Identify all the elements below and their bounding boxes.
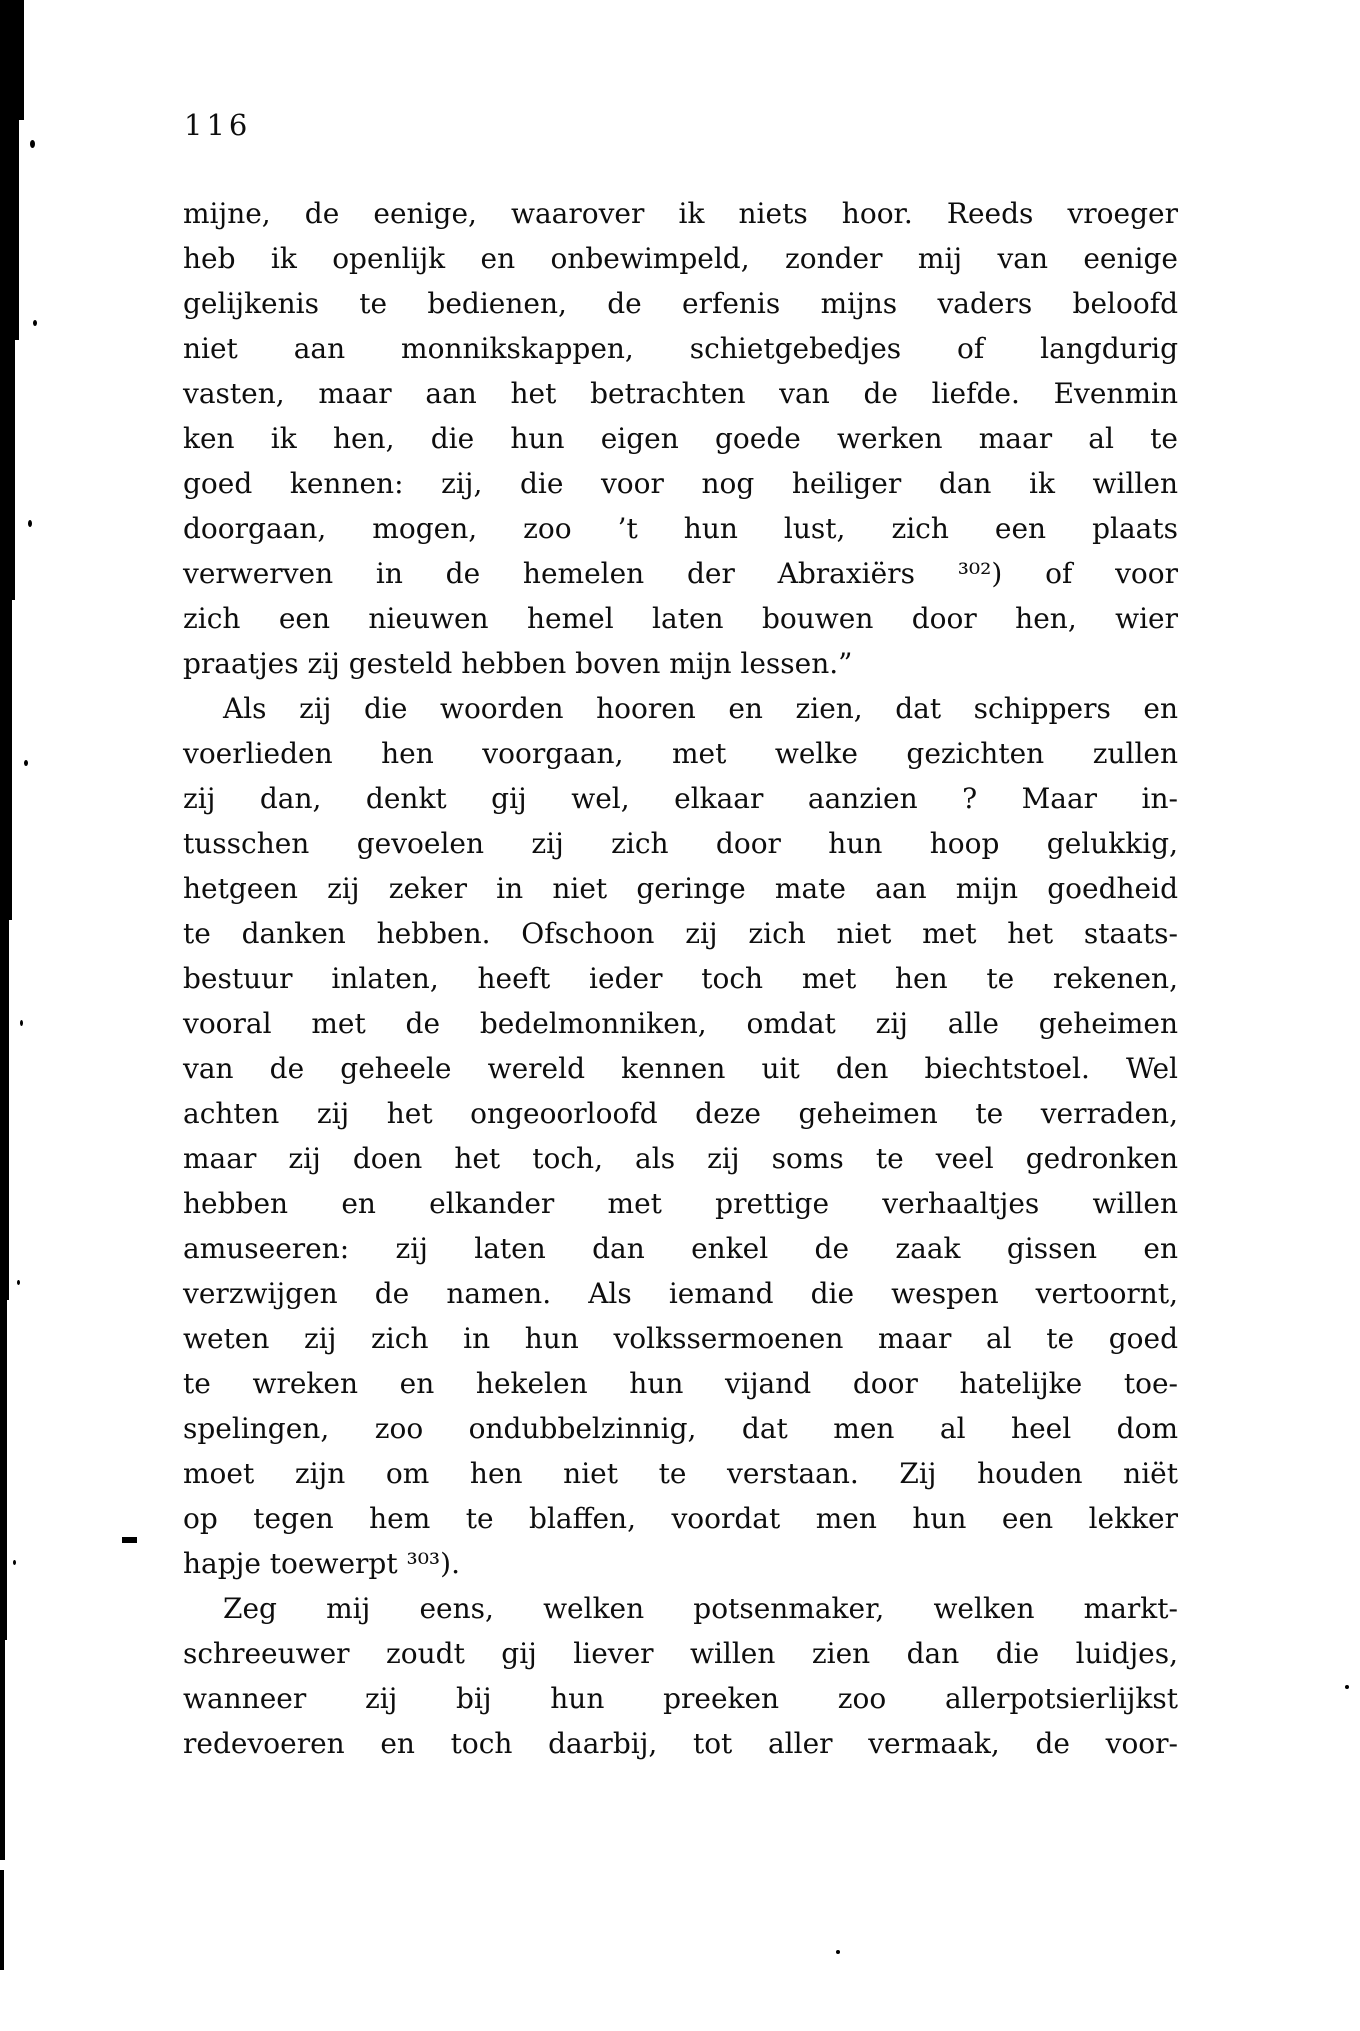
text-line: spelingen, zoo ondubbelzinnig, dat men al heel dom — [183, 1412, 1178, 1445]
binding-shadow — [0, 340, 15, 600]
text-line: doorgaan, mogen, zoo ’t hun lust, zich een plaats — [183, 512, 1178, 545]
ink-speckle — [1345, 1685, 1349, 1689]
binding-shadow — [0, 1300, 7, 1640]
text-line: achten zij het ongeoorloofd deze geheimen te verraden, — [183, 1097, 1178, 1130]
binding-shadow — [0, 120, 19, 340]
margin-dash-mark — [122, 1537, 137, 1543]
binding-shadow — [0, 1640, 5, 1860]
text-line: wanneer zij bij hun preeken zoo allerpotsierlijkst — [183, 1682, 1178, 1715]
text-line: tusschen gevoelen zij zich door hun hoop gelukkig, — [183, 827, 1178, 860]
text-line: Als zij die woorden hooren en zien, dat schippers en — [223, 692, 1178, 725]
text-line: verzwijgen de namen. Als iemand die wespen vertoornt, — [183, 1277, 1178, 1310]
text-line: praatjes zij gesteld hebben boven mijn lessen.” — [183, 647, 853, 680]
text-line: zij dan, denkt gij wel, elkaar aanzien ? Maar in- — [183, 782, 1178, 815]
text-line: van de geheele wereld kennen uit den biechtstoel. Wel — [183, 1052, 1178, 1085]
binding-shadow — [0, 600, 12, 920]
binding-shadow — [0, 0, 24, 120]
text-line: amuseeren: zij laten dan enkel de zaak gissen en — [183, 1232, 1178, 1265]
text-line: bestuur inlaten, heeft ieder toch met hen te rekenen, — [183, 962, 1178, 995]
ink-speckle — [17, 1280, 20, 1285]
text-line: ken ik hen, die hun eigen goede werken maar al te — [183, 422, 1178, 455]
text-line: Zeg mij eens, welken potsenmaker, welken markt- — [223, 1592, 1178, 1625]
text-line: te wreken en hekelen hun vijand door hatelijke toe- — [183, 1367, 1178, 1400]
ink-speckle — [33, 320, 37, 326]
text-line: zich een nieuwen hemel laten bouwen door hen, wier — [183, 602, 1178, 635]
text-line: vooral met de bedelmonniken, omdat zij alle geheimen — [183, 1007, 1178, 1040]
text-line: verwerven in de hemelen der Abraxiërs ³⁰²) of voor — [183, 557, 1178, 590]
text-line: moet zijn om hen niet te verstaan. Zij houden niët — [183, 1457, 1178, 1490]
ink-speckle — [836, 1950, 840, 1954]
text-line: te danken hebben. Ofschoon zij zich niet met het staats- — [183, 917, 1178, 950]
text-line: mijne, de eenige, waarover ik niets hoor. Reeds vroeger — [183, 197, 1178, 230]
page-number: 116 — [184, 108, 252, 142]
text-line: niet aan monnikskappen, schietgebedjes of langdurig — [183, 332, 1178, 365]
text-line: weten zij zich in hun volkssermoenen maar al te goed — [183, 1322, 1178, 1355]
text-line: gelijkenis te bedienen, de erfenis mijns vaders beloofd — [183, 287, 1178, 320]
ink-speckle — [13, 1560, 16, 1565]
binding-shadow — [0, 1870, 4, 1970]
text-line: maar zij doen het toch, als zij soms te veel gedronken — [183, 1142, 1178, 1175]
text-line: redevoeren en toch daarbij, tot aller vermaak, de voor- — [183, 1727, 1178, 1760]
text-line: op tegen hem te blaffen, voordat men hun een lekker — [183, 1502, 1178, 1535]
text-line: voerlieden hen voorgaan, met welke gezichten zullen — [183, 737, 1178, 770]
text-line: heb ik openlijk en onbewimpeld, zonder mij van eenige — [183, 242, 1178, 275]
text-line: vasten, maar aan het betrachten van de liefde. Evenmin — [183, 377, 1178, 410]
ink-speckle — [28, 520, 32, 527]
ink-speckle — [30, 140, 35, 148]
ink-speckle — [24, 760, 28, 766]
text-line: hebben en elkander met prettige verhaaltjes willen — [183, 1187, 1178, 1220]
text-block — [183, 191, 1178, 1766]
binding-shadow — [0, 920, 9, 1300]
ink-speckle — [20, 1020, 23, 1026]
text-line: goed kennen: zij, die voor nog heiliger dan ik willen — [183, 467, 1178, 500]
text-line: hetgeen zij zeker in niet geringe mate aan mijn goedheid — [183, 872, 1178, 905]
text-line: hapje toewerpt ³⁰³). — [183, 1547, 460, 1580]
text-line: schreeuwer zoudt gij liever willen zien dan die luidjes, — [183, 1637, 1178, 1670]
